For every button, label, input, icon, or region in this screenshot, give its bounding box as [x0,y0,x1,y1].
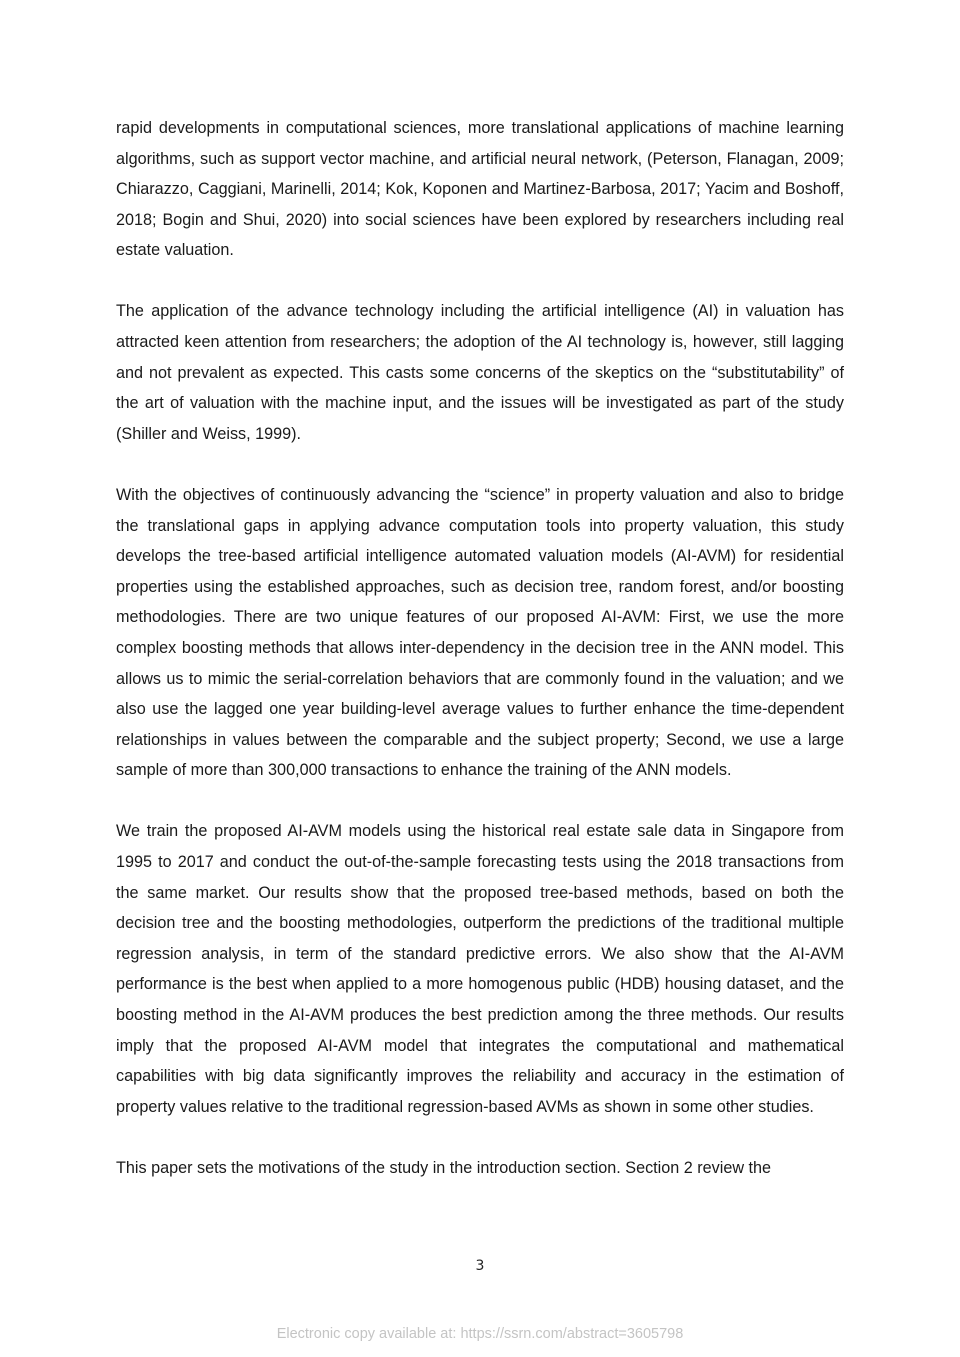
page-body [116,113,844,1183]
paragraph-5: This paper sets the motivations of the study in the introduction section. Section 2 review the [116,1158,772,1177]
paragraph-2: The application of the advance technology including the artificial intelligence (AI) in valuation has attracted keen attention from researchers; the adoption of the AI technology is, however, still lagging and not prevalent as expected. This casts some concerns of the skeptics on the “substitutability” of the art of valuation with the machine input, and the issues will be investigated as part of the study (Shiller and Weiss, 1999). [116,302,844,443]
ssrn-footer-link[interactable]: Electronic copy available at: https://ssrn.com/abstract=3605798 [276,1326,684,1342]
paragraph-1: rapid developments in computational sciences, more translational applications of machine learning algorithms, such as support vector machine, and artificial neural network, (Peterson, Flanagan, 2009; Chiarazzo, Caggiani, Marinelli, 2014; Kok, Koponen and Martinez-Barbosa, 2017; Yacim and Boshoff, 2018; Bogin and Shui, 2020) into social sciences have been explored by researchers including real estate valuation. [116,119,844,260]
paragraph-3: With the objectives of continuously advancing the “science” in property valuation and also to bridge the translational gaps in applying advance computation tools into property valuation, this study develops the tree-based artificial intelligence automated valuation models (AI-AVM) for residential properties using the established approaches, such as decision tree, random forest, and/or boosting methodologies. There are two unique features of our proposed AI-AVM: First, we use the more complex boosting methods that allows inter-dependency in the decision tree in the ANN model. This allows us to mimic the serial-correlation behaviors that are commonly found in the valuation; and we also use the lagged one year building-level average values to further enhance the time-dependent relationships in values between the comparable and the subject property; Second, we use a large sample of more than 300,000 transactions to enhance the training of the ANN models. [116,485,844,780]
paragraph-4: We train the proposed AI-AVM models using the historical real estate sale data in Singapore from 1995 to 2017 and conduct the out-of-the-sample forecasting tests using the 2018 transactions from the same market. Our results show that the proposed tree-based methods, based on both the decision tree and the boosting methodologies, outperform the predictions of the traditional multiple regression analysis, in term of the standard predictive errors. We also show that the AI-AVM performance is the best when applied to a more homogenous public (HDB) housing dataset, and the boosting method in the AI-AVM produces the best prediction among the three methods. Our results imply that the proposed AI-AVM model that integrates the computational and mathematical capabilities with big data significantly improves the reliability and accuracy in the estimation of property values relative to the traditional regression-based AVMs as shown in some other studies. [116,822,844,1116]
page-number: 3 [475,1258,485,1274]
